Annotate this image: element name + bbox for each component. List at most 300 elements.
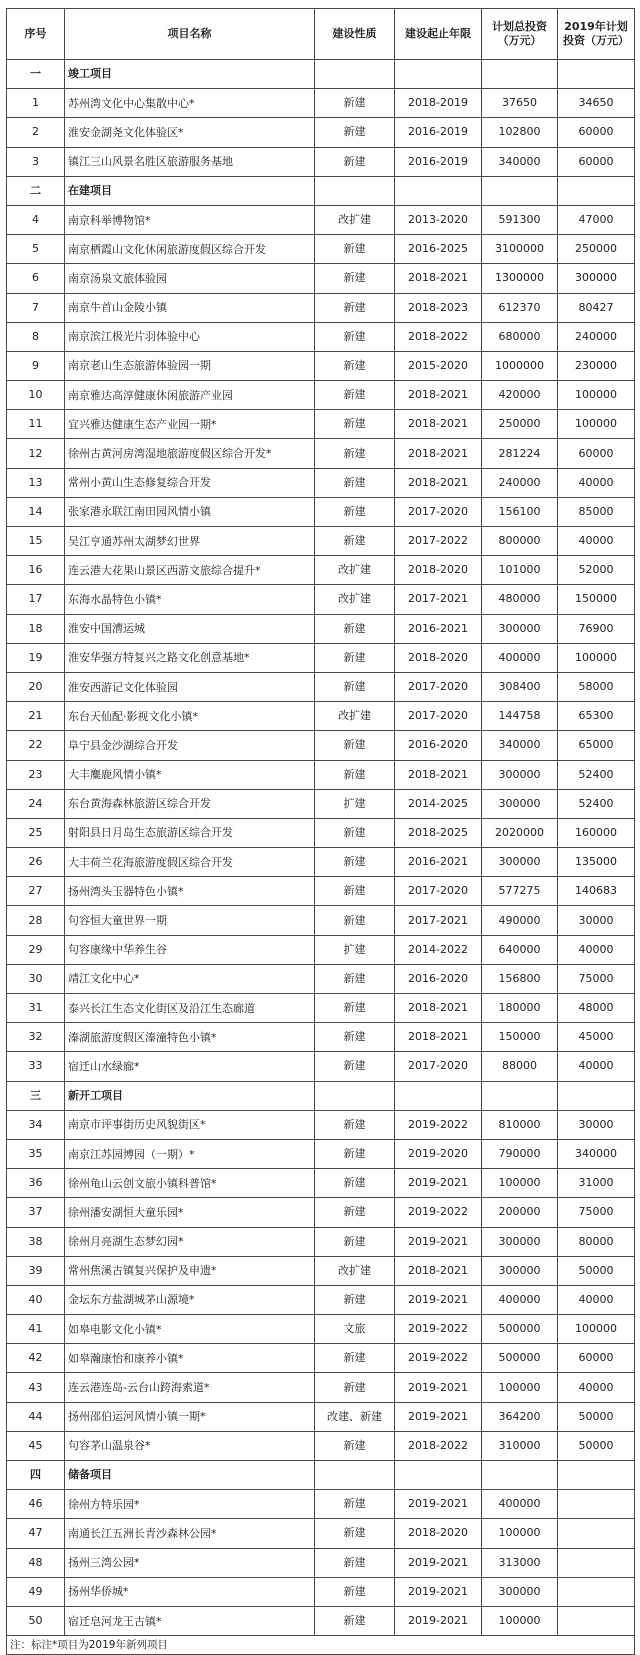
table-cell: 2015-2020 — [395, 351, 482, 380]
table-cell: 52000 — [558, 556, 635, 585]
table-row — [7, 614, 635, 643]
table-cell: 75000 — [558, 964, 635, 993]
header-cell: 建设性质 — [315, 9, 395, 60]
section-header-row — [7, 1081, 635, 1110]
table-row — [7, 643, 635, 672]
table-cell: 新建 — [315, 614, 395, 643]
table-cell: 60000 — [558, 118, 635, 147]
table-row — [7, 760, 635, 789]
table-cell: 5 — [7, 235, 65, 264]
table-cell: 扬州华侨城* — [65, 1577, 315, 1606]
table-cell: 新建 — [315, 877, 395, 906]
table-cell: 新建 — [315, 118, 395, 147]
empty-cell — [395, 176, 482, 205]
table-cell: 47000 — [558, 205, 635, 234]
section-title: 新开工项目 — [65, 1081, 315, 1110]
table-cell: 47 — [7, 1519, 65, 1548]
table-cell: 徐州潘安湖恒大童乐园* — [65, 1198, 315, 1227]
table-cell: 扩建 — [315, 935, 395, 964]
table-cell: 2018-2022 — [395, 322, 482, 351]
table-cell: 30000 — [558, 906, 635, 935]
table-row — [7, 1402, 635, 1431]
table-cell: 100000 — [558, 381, 635, 410]
table-cell: 扬州邵伯运河风情小镇一期* — [65, 1402, 315, 1431]
table-cell: 310000 — [482, 1431, 558, 1460]
table-cell: 南京牛首山金陵小镇 — [65, 293, 315, 322]
table-row — [7, 264, 635, 293]
table-row — [7, 1169, 635, 1198]
table-cell: 南京汤泉文旅体验园 — [65, 264, 315, 293]
table-row — [7, 1344, 635, 1373]
table-cell: 2019-2021 — [395, 1490, 482, 1519]
table-cell: 东台天仙配·影视文化小镇* — [65, 702, 315, 731]
empty-cell — [482, 1461, 558, 1490]
table-cell: 500000 — [482, 1315, 558, 1344]
table-cell: 42 — [7, 1344, 65, 1373]
table-cell: 31000 — [558, 1169, 635, 1198]
table-cell: 80000 — [558, 1227, 635, 1256]
table-note: 注：标注*项目为2019年新列项目 — [7, 1636, 635, 1655]
table-cell: 连云港连岛-云台山跨海索道* — [65, 1373, 315, 1402]
table-row — [7, 1431, 635, 1460]
table-row — [7, 1577, 635, 1606]
header-cell: 建设起止年限 — [395, 9, 482, 60]
table-cell: 40 — [7, 1285, 65, 1314]
table-cell: 2018-2021 — [395, 1023, 482, 1052]
empty-cell — [558, 60, 635, 89]
table-cell: 40000 — [558, 1373, 635, 1402]
table-cell: 15 — [7, 527, 65, 556]
table-cell: 2018-2021 — [395, 264, 482, 293]
table-cell: 文旅 — [315, 1315, 395, 1344]
table-cell: 50 — [7, 1606, 65, 1635]
table-cell: 句容茅山温泉谷* — [65, 1431, 315, 1460]
table-cell: 500000 — [482, 1344, 558, 1373]
table-row — [7, 527, 635, 556]
table-cell: 21 — [7, 702, 65, 731]
section-number: 一 — [7, 60, 65, 89]
table-cell: 400000 — [482, 1285, 558, 1314]
table-cell: 25 — [7, 818, 65, 847]
table-row — [7, 1285, 635, 1314]
table-row — [7, 789, 635, 818]
table-row — [7, 672, 635, 701]
table-cell: 340000 — [558, 1139, 635, 1168]
table-cell: 2014-2025 — [395, 789, 482, 818]
table-cell: 新建 — [315, 1285, 395, 1314]
table-cell: 300000 — [482, 614, 558, 643]
table-cell: 18 — [7, 614, 65, 643]
table-cell: 76900 — [558, 614, 635, 643]
table-cell: 800000 — [482, 527, 558, 556]
section-title: 储备项目 — [65, 1461, 315, 1490]
table-cell: 340000 — [482, 147, 558, 176]
section-number: 二 — [7, 176, 65, 205]
table-cell: 南京老山生态旅游体验园一期 — [65, 351, 315, 380]
table-cell: 2018-2020 — [395, 1519, 482, 1548]
table-cell: 2016-2020 — [395, 964, 482, 993]
section-number: 四 — [7, 1461, 65, 1490]
table-row — [7, 439, 635, 468]
table-cell: 2019-2021 — [395, 1227, 482, 1256]
table-cell: 2016-2019 — [395, 147, 482, 176]
table-cell: 阜宁县金沙湖综合开发 — [65, 731, 315, 760]
table-cell: 156800 — [482, 964, 558, 993]
table-cell: 17 — [7, 585, 65, 614]
table-cell: 300000 — [482, 848, 558, 877]
table-cell: 4 — [7, 205, 65, 234]
table-cell: 2017-2020 — [395, 877, 482, 906]
table-cell: 常州焦溪古镇复兴保护及申遗* — [65, 1256, 315, 1285]
table-cell: 49 — [7, 1577, 65, 1606]
table-cell: 大丰荷兰花海旅游度假区综合开发 — [65, 848, 315, 877]
table-cell: 改扩建 — [315, 585, 395, 614]
table-cell: 135000 — [558, 848, 635, 877]
table-cell: 300000 — [482, 1256, 558, 1285]
table-cell: 张家港永联江南田园风情小镇 — [65, 497, 315, 526]
table-cell: 徐州龟山云创文旅小镇科普馆* — [65, 1169, 315, 1198]
empty-cell — [315, 1081, 395, 1110]
table-cell: 300000 — [482, 789, 558, 818]
table-cell: 40000 — [558, 468, 635, 497]
table-cell: 38 — [7, 1227, 65, 1256]
table-cell: 2019-2022 — [395, 1344, 482, 1373]
table-body — [7, 60, 635, 1655]
table-cell: 1 — [7, 89, 65, 118]
table-cell: 240000 — [558, 322, 635, 351]
table-cell: 52400 — [558, 789, 635, 818]
table-cell: 2016-2020 — [395, 731, 482, 760]
table-cell: 新建 — [315, 1519, 395, 1548]
table-cell: 南京雅达高淳健康休闲旅游产业园 — [65, 381, 315, 410]
table-cell: 南京江苏园博园（一期）* — [65, 1139, 315, 1168]
table-cell: 2019-2021 — [395, 1169, 482, 1198]
header-cell: 计划总投资（万元） — [482, 9, 558, 60]
table-cell: 6 — [7, 264, 65, 293]
table-cell: 810000 — [482, 1110, 558, 1139]
section-number: 三 — [7, 1081, 65, 1110]
table-cell: 14 — [7, 497, 65, 526]
section-title: 在建项目 — [65, 176, 315, 205]
table-cell: 20 — [7, 672, 65, 701]
table-cell: 26 — [7, 848, 65, 877]
table-cell: 靖江文化中心* — [65, 964, 315, 993]
table-cell — [558, 1606, 635, 1635]
table-cell: 新建 — [315, 643, 395, 672]
table-cell: 591300 — [482, 205, 558, 234]
table-cell: 2017-2021 — [395, 585, 482, 614]
table-header-row — [7, 9, 635, 60]
table-cell: 100000 — [482, 1373, 558, 1402]
table-cell: 2018-2019 — [395, 89, 482, 118]
table-cell: 300000 — [558, 264, 635, 293]
table-cell: 2017-2020 — [395, 702, 482, 731]
table-cell: 50000 — [558, 1402, 635, 1431]
table-cell: 新建 — [315, 264, 395, 293]
table-cell: 50000 — [558, 1256, 635, 1285]
table-cell: 150000 — [558, 585, 635, 614]
table-cell: 2018-2021 — [395, 468, 482, 497]
table-row — [7, 1110, 635, 1139]
table-cell: 新建 — [315, 439, 395, 468]
table-cell: 改扩建 — [315, 702, 395, 731]
table-cell: 改建、新建 — [315, 1402, 395, 1431]
table-cell: 徐州月亮湖生态梦幻园* — [65, 1227, 315, 1256]
table-cell: 2018-2020 — [395, 643, 482, 672]
table-cell: 140683 — [558, 877, 635, 906]
empty-cell — [395, 60, 482, 89]
table-cell: 新建 — [315, 731, 395, 760]
table-cell: 2013-2020 — [395, 205, 482, 234]
table-cell: 2018-2021 — [395, 439, 482, 468]
table-cell: 新建 — [315, 818, 395, 847]
table-row — [7, 1023, 635, 1052]
table-cell: 100000 — [482, 1519, 558, 1548]
table-cell: 2019-2022 — [395, 1198, 482, 1227]
table-row — [7, 731, 635, 760]
table-cell: 2014-2022 — [395, 935, 482, 964]
table-row — [7, 1373, 635, 1402]
table-cell: 30 — [7, 964, 65, 993]
table-row — [7, 1256, 635, 1285]
table-cell — [558, 1548, 635, 1577]
table-cell: 宿迁皂河龙王古镇* — [65, 1606, 315, 1635]
table-row — [7, 1606, 635, 1635]
table-cell: 27 — [7, 877, 65, 906]
table-row — [7, 1315, 635, 1344]
table-cell: 新建 — [315, 1431, 395, 1460]
table-cell: 480000 — [482, 585, 558, 614]
table-cell: 新建 — [315, 235, 395, 264]
table-cell: 新建 — [315, 497, 395, 526]
table-row — [7, 1198, 635, 1227]
table-row — [7, 935, 635, 964]
table-cell: 2019-2021 — [395, 1373, 482, 1402]
table-cell: 58000 — [558, 672, 635, 701]
table-cell: 9 — [7, 351, 65, 380]
table-cell: 7 — [7, 293, 65, 322]
table-cell: 东海水晶特色小镇* — [65, 585, 315, 614]
table-cell: 156100 — [482, 497, 558, 526]
table-cell: 65300 — [558, 702, 635, 731]
table-cell: 19 — [7, 643, 65, 672]
table-cell: 南京科举博物馆* — [65, 205, 315, 234]
table-cell: 2016-2021 — [395, 614, 482, 643]
table-cell: 新建 — [315, 1227, 395, 1256]
table-cell: 33 — [7, 1052, 65, 1081]
table-cell: 300000 — [482, 1227, 558, 1256]
table-cell: 淮安中国漕运城 — [65, 614, 315, 643]
table-cell: 180000 — [482, 994, 558, 1023]
table-row — [7, 1490, 635, 1519]
table-row — [7, 877, 635, 906]
table-cell: 2019-2021 — [395, 1606, 482, 1635]
table-cell: 3100000 — [482, 235, 558, 264]
table-cell: 48 — [7, 1548, 65, 1577]
table-cell — [558, 1490, 635, 1519]
table-row — [7, 702, 635, 731]
table-cell: 宿迁山水绿廊* — [65, 1052, 315, 1081]
table-cell: 35 — [7, 1139, 65, 1168]
table-cell: 45000 — [558, 1023, 635, 1052]
table-cell: 2018-2021 — [395, 760, 482, 789]
table-cell: 扩建 — [315, 789, 395, 818]
table-cell: 300000 — [482, 760, 558, 789]
table-cell: 2020000 — [482, 818, 558, 847]
table-cell: 溱湖旅游度假区溱潼特色小镇* — [65, 1023, 315, 1052]
table-cell: 88000 — [482, 1052, 558, 1081]
table-row — [7, 994, 635, 1023]
table-cell: 新建 — [315, 1139, 395, 1168]
table-cell: 新建 — [315, 351, 395, 380]
table-cell: 612370 — [482, 293, 558, 322]
table-cell: 新建 — [315, 672, 395, 701]
table-cell: 2 — [7, 118, 65, 147]
table-cell: 句容恒大童世界一期 — [65, 906, 315, 935]
header-cell: 序号 — [7, 9, 65, 60]
table-cell: 34 — [7, 1110, 65, 1139]
table-cell: 新建 — [315, 994, 395, 1023]
table-cell: 29 — [7, 935, 65, 964]
table-cell: 新建 — [315, 1577, 395, 1606]
table-cell: 40000 — [558, 1285, 635, 1314]
table-cell: 680000 — [482, 322, 558, 351]
table-row — [7, 1548, 635, 1577]
table-cell: 新建 — [315, 1490, 395, 1519]
table-cell: 2017-2020 — [395, 672, 482, 701]
table-row — [7, 1052, 635, 1081]
table-cell: 250000 — [482, 410, 558, 439]
table-cell: 2019-2021 — [395, 1402, 482, 1431]
table-cell: 苏州湾文化中心集散中心* — [65, 89, 315, 118]
table-row — [7, 351, 635, 380]
table-row — [7, 818, 635, 847]
table-cell: 淮安西游记文化体验园 — [65, 672, 315, 701]
table-row — [7, 964, 635, 993]
table-row — [7, 906, 635, 935]
table-cell: 41 — [7, 1315, 65, 1344]
table-cell: 2018-2022 — [395, 1431, 482, 1460]
table-cell: 22 — [7, 731, 65, 760]
table-cell: 340000 — [482, 731, 558, 760]
table-cell: 52400 — [558, 760, 635, 789]
table-cell: 新建 — [315, 89, 395, 118]
table-cell: 250000 — [558, 235, 635, 264]
table-cell: 2018-2021 — [395, 381, 482, 410]
table-cell: 镇江三山风景名胜区旅游服务基地 — [65, 147, 315, 176]
table-cell: 100000 — [482, 1606, 558, 1635]
table-row — [7, 235, 635, 264]
table-cell: 新建 — [315, 1344, 395, 1373]
table-cell: 如皋瀚康怡和康养小镇* — [65, 1344, 315, 1373]
table-cell: 新建 — [315, 760, 395, 789]
table-cell: 大丰麋鹿风情小镇* — [65, 760, 315, 789]
table-cell: 徐州古黄河房湾湿地旅游度假区综合开发* — [65, 439, 315, 468]
table-row — [7, 410, 635, 439]
table-cell: 新建 — [315, 964, 395, 993]
table-cell: 240000 — [482, 468, 558, 497]
table-cell: 2017-2022 — [395, 527, 482, 556]
table-cell: 230000 — [558, 351, 635, 380]
table-cell: 2016-2021 — [395, 848, 482, 877]
table-cell: 75000 — [558, 1198, 635, 1227]
table-cell: 如皋电影文化小镇* — [65, 1315, 315, 1344]
table-cell: 40000 — [558, 1052, 635, 1081]
table-cell: 200000 — [482, 1198, 558, 1227]
table-row — [7, 556, 635, 585]
table-cell: 常州小黄山生态修复综合开发 — [65, 468, 315, 497]
table-cell: 新建 — [315, 848, 395, 877]
table-cell: 281224 — [482, 439, 558, 468]
header-cell: 项目名称 — [65, 9, 315, 60]
empty-cell — [482, 176, 558, 205]
table-cell: 36 — [7, 1169, 65, 1198]
table-cell: 2019-2022 — [395, 1110, 482, 1139]
table-cell: 新建 — [315, 1023, 395, 1052]
table-cell: 改扩建 — [315, 556, 395, 585]
table-cell: 2018-2023 — [395, 293, 482, 322]
table-cell: 新建 — [315, 147, 395, 176]
table-row — [7, 468, 635, 497]
section-title: 竣工项目 — [65, 60, 315, 89]
table-cell: 400000 — [482, 1490, 558, 1519]
table-cell: 2019-2021 — [395, 1548, 482, 1577]
table-cell — [558, 1577, 635, 1606]
table-cell: 85000 — [558, 497, 635, 526]
table-cell: 新建 — [315, 293, 395, 322]
table-cell: 640000 — [482, 935, 558, 964]
table-cell: 8 — [7, 322, 65, 351]
table-cell: 新建 — [315, 1606, 395, 1635]
table-cell: 790000 — [482, 1139, 558, 1168]
table-cell: 313000 — [482, 1548, 558, 1577]
empty-cell — [482, 1081, 558, 1110]
table-cell: 2019-2020 — [395, 1139, 482, 1168]
table-cell: 金坛东方盐湖城茅山源境* — [65, 1285, 315, 1314]
table-cell: 南通长江五洲长青沙森林公园* — [65, 1519, 315, 1548]
table-cell: 60000 — [558, 147, 635, 176]
table-row — [7, 585, 635, 614]
table-cell: 490000 — [482, 906, 558, 935]
table-row — [7, 118, 635, 147]
table-cell: 400000 — [482, 643, 558, 672]
table-cell: 淮安金湖尧文化体验区* — [65, 118, 315, 147]
section-header-row — [7, 60, 635, 89]
table-cell: 2018-2021 — [395, 1256, 482, 1285]
table-cell: 10 — [7, 381, 65, 410]
table-cell: 13 — [7, 468, 65, 497]
table-cell: 2017-2020 — [395, 1052, 482, 1081]
table-cell: 徐州方特乐园* — [65, 1490, 315, 1519]
table-cell: 新建 — [315, 1169, 395, 1198]
table-cell: 新建 — [315, 410, 395, 439]
table-cell: 65000 — [558, 731, 635, 760]
table-cell: 80427 — [558, 293, 635, 322]
table-cell: 改扩建 — [315, 205, 395, 234]
table-row — [7, 293, 635, 322]
table-row — [7, 322, 635, 351]
empty-cell — [315, 176, 395, 205]
table-row — [7, 1139, 635, 1168]
table-cell: 扬州湾头玉器特色小镇* — [65, 877, 315, 906]
empty-cell — [395, 1461, 482, 1490]
table-cell: 2017-2020 — [395, 497, 482, 526]
table-cell: 吴江亨通苏州太湖梦幻世界 — [65, 527, 315, 556]
table-cell: 364200 — [482, 1402, 558, 1431]
table-cell: 40000 — [558, 527, 635, 556]
empty-cell — [558, 176, 635, 205]
empty-cell — [315, 60, 395, 89]
